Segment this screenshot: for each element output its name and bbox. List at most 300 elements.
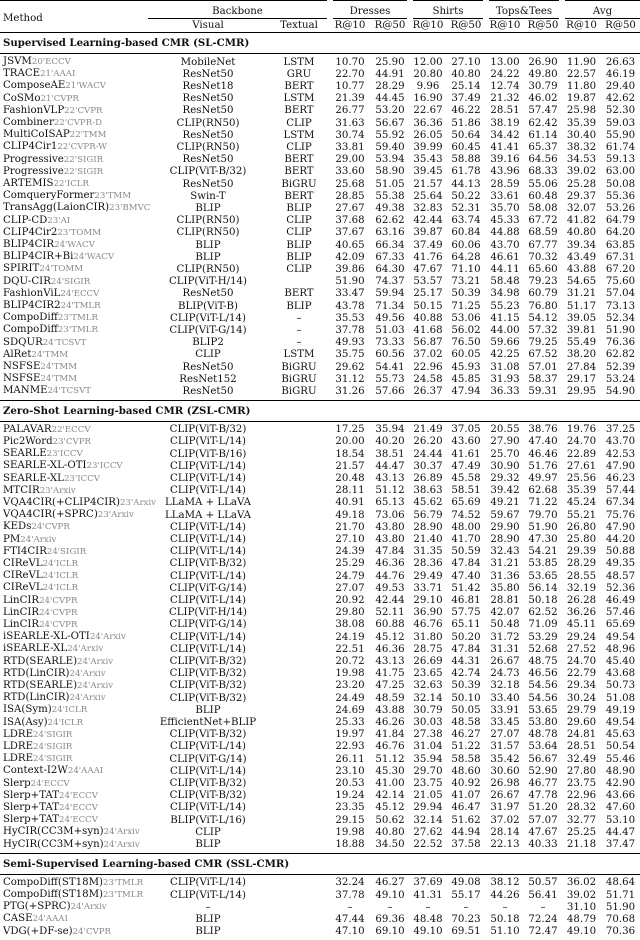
venue-label: 22'CVPR-W <box>57 142 107 153</box>
metric-value-cell: 47.90 <box>605 460 636 472</box>
metric-value-cell: 43.96 <box>490 166 520 178</box>
metric-value-cell: 26.63 <box>605 56 636 68</box>
metric-value-cell: 25.64 <box>413 190 443 202</box>
visual-backbone-cell: CLIP(ViT-H/14) <box>168 607 248 619</box>
metric-value-cell: 30.40 <box>566 129 597 141</box>
metric-value-cell: 46.77 <box>528 778 558 790</box>
metric-value-cell: 50.59 <box>451 546 481 558</box>
visual-backbone-cell: ResNet50 <box>182 385 234 397</box>
method-name: CompoDiff(ST18M) <box>3 889 104 900</box>
method-cell <box>0 251 148 263</box>
method-cell <box>0 926 148 940</box>
metric-value-cell: 38.20 <box>566 349 597 361</box>
metric-value-cell: 37.68 <box>335 215 365 227</box>
metric-value-cell: 28.55 <box>566 570 597 582</box>
metric-value-cell: 37.78 <box>335 324 365 336</box>
metric-value-cell: 25.90 <box>375 56 405 68</box>
metric-value-cell: 40.20 <box>375 436 405 448</box>
metric-value-cell: 35.75 <box>335 349 365 361</box>
metric-value-cell: 49.08 <box>451 877 481 889</box>
metric-value-cell: 27.67 <box>335 202 365 214</box>
method-name: PM <box>3 533 21 545</box>
metric-value-cell: 44.00 <box>490 324 520 336</box>
visual-backbone-cell: CLIP(ViT-L/14) <box>170 570 246 582</box>
metric-value-cell: 55.36 <box>605 190 636 202</box>
method-cell <box>0 901 148 913</box>
metric-value-cell: 49.18 <box>335 509 365 521</box>
metric-value-cell: 59.13 <box>605 154 636 166</box>
metric-value-cell: 39.02 <box>566 889 597 901</box>
metric-value-cell: 36.02 <box>566 877 597 889</box>
method-cell <box>0 741 148 753</box>
metric-value-cell: 32.07 <box>566 202 597 214</box>
table-row <box>0 668 640 680</box>
metric-value-cell: 67.33 <box>375 251 405 263</box>
metric-value-cell: 22.57 <box>566 68 597 80</box>
metric-value-cell: 24.22 <box>490 68 520 80</box>
metric-value-cell: 41.84 <box>375 729 405 741</box>
method-cell <box>0 595 148 607</box>
metric-value-cell: 53.29 <box>528 631 558 643</box>
method-name: ISA(Asy) <box>3 716 48 728</box>
textual-backbone-cell: – <box>296 324 302 336</box>
metric-header: R@50 <box>527 19 559 31</box>
metric-value-cell: 35.94 <box>375 424 405 436</box>
metric-value-cell: 39.42 <box>490 485 520 497</box>
method-cell <box>0 826 148 838</box>
method-cell <box>0 496 156 509</box>
venue-label: 24'ICLR <box>51 705 88 716</box>
metric-value-cell: 43.80 <box>375 521 405 533</box>
venue-label: 24'Arxiv <box>103 839 140 850</box>
method-cell <box>0 436 148 448</box>
metric-value-cell: 52.36 <box>605 582 636 594</box>
metric-value-cell: 57.01 <box>528 361 558 373</box>
venue-label: 24'Arxiv <box>89 632 126 643</box>
shirts-header: Shirts <box>410 1 486 19</box>
metric-value-cell: 43.60 <box>451 436 481 448</box>
method-name: CLIP-CD <box>3 214 48 226</box>
textual-backbone-cell <box>268 521 330 533</box>
venue-label: 24'Arxiv <box>77 656 114 667</box>
metric-value-cell: 48.75 <box>528 656 558 668</box>
method-cell <box>0 202 151 214</box>
method-cell <box>0 239 148 251</box>
metric-value-cell: – <box>425 901 431 913</box>
method-cell <box>0 558 148 570</box>
metric-value-cell: 50.48 <box>490 619 520 631</box>
table-row <box>0 215 640 227</box>
metric-value-cell: 43.78 <box>335 300 365 312</box>
metric-value-cell: 29.34 <box>566 680 597 692</box>
table-row <box>0 631 640 643</box>
visual-backbone-cell: EfficientNet+BLIP <box>159 717 257 729</box>
metric-value-cell: 60.48 <box>528 190 558 202</box>
textual-backbone-cell <box>268 926 330 940</box>
metric-value-cell: 72.47 <box>528 926 558 938</box>
visual-backbone-cell: CLIP(ViT-B/32) <box>169 680 247 692</box>
metric-value-cell: 35.42 <box>490 753 520 765</box>
textual-backbone-cell <box>268 778 330 790</box>
method-name: PALAVAR <box>3 423 52 435</box>
visual-backbone-cell: BLIP <box>195 913 221 925</box>
metric-value-cell: 42.44 <box>375 595 405 607</box>
metric-value-cell: 46.36 <box>375 558 405 570</box>
textual-backbone-cell: BiGRU <box>281 385 317 397</box>
table-row <box>0 692 640 704</box>
metric-value-cell: 64.20 <box>605 227 636 239</box>
venue-label: 21'WACV <box>65 81 106 92</box>
metric-value-cell: 62.52 <box>528 607 558 619</box>
metric-value-cell: 53.57 <box>413 276 443 288</box>
venue-label: 23'TMLR <box>103 890 144 900</box>
metric-value-cell: 41.61 <box>451 448 481 460</box>
metric-value-cell: 9.96 <box>416 80 440 92</box>
metric-value-cell: 24.44 <box>413 448 443 460</box>
metric-value-cell: 56.67 <box>375 117 405 129</box>
metric-value-cell: 23.65 <box>413 668 443 680</box>
metric-value-cell: 42.07 <box>490 607 520 619</box>
metric-value-cell: 57.46 <box>605 607 636 619</box>
method-cell <box>0 349 148 361</box>
textual-backbone-cell: CLIP <box>286 141 312 153</box>
metric-value-cell: 38.12 <box>490 877 520 889</box>
method-name: SEARLE <box>3 448 47 460</box>
metric-value-cell: 37.78 <box>335 889 365 901</box>
metric-value-cell: 57.32 <box>528 324 558 336</box>
metric-value-cell: 79.23 <box>528 276 558 288</box>
metric-value-cell: 28.90 <box>490 534 520 546</box>
dresses-header: Dresses <box>330 1 410 19</box>
method-name: RTD(SEARLE) <box>3 679 78 691</box>
metric-value-cell: 39.02 <box>566 166 597 178</box>
metric-value-cell: 47.25 <box>375 680 405 692</box>
textual-backbone-cell: GRU <box>286 68 312 80</box>
metric-value-cell: 26.05 <box>413 129 443 141</box>
visual-header: Visual <box>192 19 224 31</box>
metric-value-cell: 22.93 <box>335 741 365 753</box>
metric-value-cell: 50.88 <box>605 546 636 558</box>
metric-value-cell: 30.24 <box>566 692 597 704</box>
metric-value-cell: 58.08 <box>528 202 558 214</box>
metric-value-cell: 51.08 <box>605 692 636 704</box>
metric-value-cell: 48.48 <box>413 913 443 925</box>
method-name: AlRet <box>3 348 32 360</box>
textual-backbone-cell: BLIP <box>286 300 312 312</box>
metric-value-cell: 65.69 <box>451 497 481 509</box>
table-row <box>0 839 640 854</box>
table-row <box>0 778 640 790</box>
metric-value-cell: 51.90 <box>528 521 558 533</box>
table-row <box>0 521 640 533</box>
metric-value-cell: 42.14 <box>375 790 405 802</box>
metric-value-cell: 30.37 <box>413 460 443 472</box>
backbone-header: Backbone <box>148 1 330 19</box>
table-row <box>0 337 640 349</box>
method-name: MultiCoISAP <box>3 129 70 141</box>
metric-value-cell: 39.81 <box>566 324 597 336</box>
venue-label: 24'Arxiv <box>70 902 107 913</box>
textual-backbone-cell: – <box>296 312 302 324</box>
metric-value-cell: 25.70 <box>490 448 520 460</box>
metric-value-cell: 25.68 <box>335 178 365 190</box>
metric-value-cell: 49.80 <box>528 68 558 80</box>
metric-value-cell: 31.31 <box>490 643 520 655</box>
metric-value-cell: 49.10 <box>566 926 597 938</box>
metric-value-cell: 31.12 <box>335 373 365 385</box>
metric-value-cell: 79.25 <box>528 337 558 349</box>
metric-value-cell: 53.65 <box>528 570 558 582</box>
metric-value-cell: 29.79 <box>566 704 597 716</box>
visual-backbone-cell: ResNet152 <box>179 373 237 385</box>
metric-value-cell: 40.80 <box>375 826 405 838</box>
metric-value-cell: 60.88 <box>375 619 405 631</box>
metric-value-cell: 48.00 <box>451 521 481 533</box>
metric-value-cell: 41.00 <box>375 778 405 790</box>
visual-backbone-cell: ResNet50 <box>182 105 234 117</box>
metric-value-cell: 42.90 <box>605 778 636 790</box>
metric-value-cell: 19.87 <box>566 93 597 105</box>
venue-label: 24'TMM <box>40 362 78 373</box>
venue-label: 23'TMLR <box>57 325 98 336</box>
method-name: CompoDiff <box>3 324 58 336</box>
metric-value-cell: 31.93 <box>490 373 520 385</box>
metric-value-cell: 21.32 <box>490 93 520 105</box>
textual-backbone-cell <box>268 889 330 901</box>
metric-value-cell: 50.22 <box>451 190 481 202</box>
method-name: NSFSE <box>3 361 41 373</box>
metric-value-cell: 53.65 <box>528 704 558 716</box>
venue-label: 22'ECCV <box>51 424 91 435</box>
metric-value-cell: 21.18 <box>566 839 597 851</box>
visual-backbone-cell: ResNet50 <box>182 154 234 166</box>
metric-value-cell: 37.47 <box>605 839 636 851</box>
metric-value-cell: 60.05 <box>451 349 481 361</box>
metric-value-cell: 50.54 <box>605 741 636 753</box>
metric-value-cell: 57.66 <box>375 385 405 397</box>
venue-label: 24'ECCV <box>60 288 100 299</box>
table-row <box>0 901 640 913</box>
metric-value-cell: 21.39 <box>335 93 365 105</box>
metric-value-cell: 76.36 <box>605 337 636 349</box>
metric-value-cell: 70.68 <box>605 913 636 925</box>
metric-value-cell: 43.70 <box>490 239 520 251</box>
textual-backbone-cell <box>268 656 330 668</box>
metric-value-cell: 24.70 <box>566 436 597 448</box>
venue-label: 22'SIGIR <box>63 154 104 165</box>
metric-value-cell: 34.98 <box>490 288 520 300</box>
visual-backbone-cell: CLIP(ViT-G/14) <box>169 324 247 336</box>
metric-value-cell: 55.21 <box>566 509 597 521</box>
metric-value-cell: 21.40 <box>413 534 443 546</box>
textual-backbone-cell: BERT <box>284 190 314 202</box>
venue-label: 24'ECCV <box>59 815 98 826</box>
textual-backbone-cell <box>268 901 330 913</box>
table-header <box>0 1 640 33</box>
method-cell <box>0 300 148 312</box>
metric-value-cell: 55.46 <box>605 753 636 765</box>
metric-value-cell: 49.10 <box>413 926 443 938</box>
metric-value-cell: 37.69 <box>413 877 443 889</box>
metric-value-cell: 74.37 <box>375 276 405 288</box>
metric-value-cell: 29.49 <box>413 570 443 582</box>
visual-backbone-cell: CLIP(RN50) <box>176 141 240 153</box>
metric-value-cell: 37.67 <box>335 227 365 239</box>
metric-value-cell: 51.05 <box>375 178 405 190</box>
visual-backbone-cell: CLIP(ViT-L/14) <box>170 473 246 484</box>
metric-value-cell: 27.07 <box>490 729 520 741</box>
method-name: SPIRIT <box>3 263 40 275</box>
metric-value-cell: 24.81 <box>566 729 597 741</box>
metric-value-cell: 29.90 <box>490 521 520 533</box>
metric-value-cell: 42.25 <box>490 349 520 361</box>
venue-label: 24'TOMM <box>39 264 84 275</box>
method-name: FTI4CIR <box>3 545 47 557</box>
metric-value-cell: 27.38 <box>413 729 443 741</box>
metric-value-cell: 30.79 <box>528 80 558 92</box>
metric-value-cell: 51.90 <box>605 324 636 336</box>
metric-value-cell: 46.46 <box>528 448 558 460</box>
metric-value-cell: 28.29 <box>566 558 597 570</box>
metric-value-cell: 34.53 <box>566 154 597 166</box>
table-row <box>0 926 640 940</box>
metric-value-cell: 37.02 <box>490 814 520 826</box>
venue-label: 23'ICCV <box>63 473 100 484</box>
metric-value-cell: 28.51 <box>490 105 520 117</box>
metric-value-cell: 40.80 <box>451 68 481 80</box>
metric-value-cell: 26.67 <box>490 790 520 802</box>
metric-value-cell: 54.41 <box>375 361 405 373</box>
textual-backbone-cell <box>268 753 330 765</box>
metric-value-cell: 65.37 <box>528 141 558 153</box>
metric-value-cell: 41.76 <box>413 251 443 263</box>
metric-value-cell: 53.94 <box>375 154 405 166</box>
metric-value-cell: 52.31 <box>451 202 481 214</box>
textual-backbone-cell <box>268 631 330 643</box>
method-name: CIReVL <box>3 582 43 594</box>
metric-value-cell: 45.33 <box>490 215 520 227</box>
method-name: LDRE <box>3 728 34 740</box>
metric-value-cell: 62.42 <box>528 117 558 129</box>
metric-value-cell: 29.15 <box>335 814 365 826</box>
metric-value-cell: 49.21 <box>490 497 520 509</box>
metric-value-cell: 44.91 <box>375 68 405 80</box>
metric-value-cell: 26.80 <box>566 521 597 533</box>
table-row <box>0 129 640 141</box>
metric-value-cell: 53.24 <box>605 373 636 385</box>
visual-backbone-cell: CLIP(ViT-L/14) <box>170 546 246 558</box>
venue-label: 23'TMLR <box>103 877 144 888</box>
visual-backbone-cell: BLIP(ViT-L/16) <box>170 814 246 826</box>
venue-label: 22'CVPR <box>64 105 103 116</box>
textual-backbone-cell: – <box>296 337 302 349</box>
textual-backbone-cell <box>268 619 330 631</box>
metric-value-cell: 44.31 <box>451 656 481 668</box>
metric-value-cell: 47.84 <box>451 558 481 570</box>
metric-value-cell: 31.35 <box>413 546 443 558</box>
metric-value-cell: 22.51 <box>335 643 365 655</box>
metric-value-cell: 65.69 <box>605 619 636 631</box>
metric-value-cell: 50.62 <box>375 814 405 826</box>
metric-value-cell: 29.70 <box>413 765 443 777</box>
table-row <box>0 141 640 153</box>
table-row <box>0 729 640 741</box>
metric-value-cell: 25.98 <box>566 105 597 117</box>
visual-backbone-cell: CLIP(ViT-B/32) <box>169 790 247 802</box>
venue-label: 21'CVPR <box>40 93 79 104</box>
metric-value-cell: 28.14 <box>490 826 520 838</box>
metric-value-cell: 75.76 <box>605 509 636 521</box>
method-name: iSEARLE-XL <box>3 643 68 655</box>
textual-backbone-cell <box>268 485 330 497</box>
metric-value-cell: 39.86 <box>335 263 365 275</box>
method-name: ARTEMIS <box>3 178 54 190</box>
textual-backbone-cell: BLIP <box>286 202 312 214</box>
visual-backbone-cell: Swin-T <box>190 190 226 202</box>
metric-value-cell: 35.39 <box>566 117 597 129</box>
method-header: Method <box>0 1 148 33</box>
textual-backbone-cell <box>268 765 330 777</box>
method-cell <box>0 276 148 288</box>
metric-value-cell: 43.68 <box>605 668 636 680</box>
metric-header: R@50 <box>605 19 636 31</box>
metric-value-cell: 46.27 <box>375 877 405 889</box>
metric-value-cell: 46.02 <box>528 93 558 105</box>
section-header-row <box>0 33 640 54</box>
table-row <box>0 913 640 925</box>
metric-value-cell: 56.14 <box>528 582 558 594</box>
visual-backbone-cell: BLIP2 <box>192 337 224 349</box>
metric-value-cell: 43.88 <box>566 263 597 275</box>
venue-label: 24'ECCV <box>30 778 70 789</box>
metric-value-cell: 43.13 <box>375 473 405 484</box>
method-cell <box>0 704 148 716</box>
metric-value-cell: 51.10 <box>490 926 520 938</box>
textual-backbone-cell: BERT <box>284 288 314 300</box>
metric-value-cell: 17.25 <box>335 424 365 436</box>
metric-value-cell: 52.68 <box>528 643 558 655</box>
method-cell <box>0 129 148 141</box>
metric-value-cell: 69.51 <box>451 926 481 938</box>
metric-value-cell: 53.06 <box>451 312 481 324</box>
metric-value-cell: 47.49 <box>451 460 481 472</box>
textual-backbone-cell <box>268 814 330 826</box>
metric-value-cell: 25.29 <box>335 558 365 570</box>
metric-value-cell: 22.52 <box>413 839 443 851</box>
metric-value-cell: 45.63 <box>605 729 636 741</box>
method-cell <box>0 656 148 668</box>
metric-value-cell: 43.49 <box>566 251 597 263</box>
metric-value-cell: 21.57 <box>335 460 365 472</box>
metric-value-cell: 40.65 <box>335 239 365 251</box>
metric-value-cell: 32.19 <box>566 582 597 594</box>
metric-value-cell: 73.06 <box>375 509 405 521</box>
metric-value-cell: 37.05 <box>451 424 481 436</box>
metric-value-cell: 12.74 <box>490 80 520 92</box>
metric-value-cell: 41.75 <box>375 668 405 680</box>
metric-value-cell: 43.80 <box>375 534 405 546</box>
method-cell <box>0 643 148 655</box>
table-row <box>0 704 640 716</box>
metric-value-cell: 54.65 <box>566 276 597 288</box>
metric-value-cell: 51.86 <box>451 117 481 129</box>
venue-label: 23'TOMM <box>57 227 102 238</box>
metric-value-cell: 26.77 <box>335 105 365 117</box>
metric-value-cell: 55.17 <box>451 889 481 901</box>
method-cell <box>0 582 148 594</box>
metric-value-cell: 39.16 <box>490 154 520 166</box>
metric-value-cell: 67.34 <box>605 497 636 509</box>
